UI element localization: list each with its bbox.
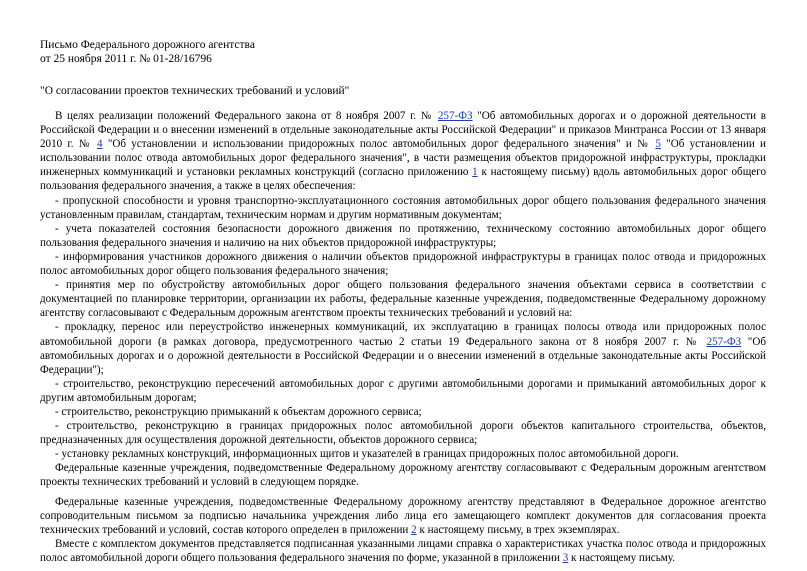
letter-body [40,109,766,565]
item-informing: - информирования участников дорожного движения о наличии объектов придорожной инфраструктуры в границах полос отвода и придорожных полос автомобильных дорог общего пользования федерального значения; [40,250,766,278]
appendix-1-link[interactable]: 1 [472,166,478,179]
item-capacity: - пропускной способности и уровня транспортно-эксплуатационного состояния автомобильных дорог общего пользования федерального значения установленным правилам, стандартам, техническим нормам и другим нормативным документам; [40,194,766,221]
intro-text-5: к настоящему письму) вдоль автомобильных дорог общего пользования федерального значения, а также в целях обеспечения: [40,166,766,193]
agreement-paragraph: Федеральные казенные учреждения, подведомственные Федеральному дорожному агентству согласовывают с Федеральным дорожным агентством проекты технических требований и условий в следующем порядке. [40,462,766,489]
letter-date-number: от 25 ноября 2011 г. № 01-28/16796 [40,53,212,65]
item-capital: - строительство, реконструкцию в границах придорожных полос автомобильной дороги объектов капитального строительства, объектов, предназначенных для осуществления дорожной деятельности, объектов дорожного сервиса; [40,420,766,447]
item-safety: - учета показателей состояния безопасности дорожного движения по протяжению, техническому состоянию автомобильных дорог общего пользования федерального значения и наличию на них объектов придорожной инфраструктуры; [40,222,766,249]
intro-paragraph [40,109,766,194]
submit-text-1: Федеральные казенные учреждения, подведомственные Федеральному дорожному агентству представляют в Федеральное дорожное агентство сопроводительным письмом за подписью начальника учреждения либо лица его замещающего комплект документов для согласования проекта технических требований и условий, состав которого определен в приложении [40,495,766,536]
letter-title [40,38,766,66]
law-257fz-link-2[interactable]: 257-ФЗ [706,335,742,348]
intro-text-4: "Об установлении и использовании полос отвода автомобильных дорог федерального значения", в части размещения объектов придорожной инфраструктуры, прокладки инженерных коммуникаций и установки рекламных конструкций (согласно приложению [40,138,766,179]
intro-text-2: "Об автомобильных дорогах и о дорожной деятельности в Российской Федерации и о внесении изменений в отдельные законодательные акты Российской Федерации" и приказов Минтранса России от 13 января 2010 г. № [40,110,766,151]
together-text-1: Вместе с комплектом документов представляется подписанная указанными лицами справка о характеристиках участка полос отвода и придорожных полос автомобильной дороги общего пользования федерального значения по форме, указанной в приложении [40,537,766,564]
law-257fz-link[interactable]: 257-ФЗ [437,110,473,122]
item-junctions: - строительство, реконструкцию примыканий к объектам дорожного сервиса; [55,405,422,418]
order-4-link[interactable]: 4 [97,138,103,151]
item-measures: - принятия мер по обустройству автомобильных дорог общего пользования федерального значения объектами сервиса в соответствии с документацией по планировке территории, организации их работы, федеральные казенные учреждения, подведомственные Федеральному дорожному агентству согласовывают с Федеральным дорожным агентством проекты технических требований и условий на: [40,279,766,320]
appendix-2-link[interactable]: 2 [411,523,417,536]
submit-text-2: к настоящему письму, в трех экземплярах. [416,523,620,536]
laying-text-2: "Об автомобильных дорогах и о дорожной деятельности в Российской Федерации и о внесении изменений в отдельные законодательные акты Российской Федерации"); [40,335,766,376]
letter-subject: "О согласовании проектов технических требований и условий" [40,85,350,97]
together-text-2: к настоящему письму. [568,551,676,564]
item-laying [40,320,766,376]
item-intersections: - строительство, реконструкцию пересечений автомобильных дорог с другими автомобильными дорогами и примыканий автомобильных дорог к другим автомобильным дорогам; [40,377,766,404]
letter-authority: Письмо Федерального дорожного агентства [40,39,255,51]
letter-document [40,38,766,565]
order-5-link[interactable]: 5 [655,138,661,151]
intro-text-1: В целях реализации положений Федерального закона от 8 ноября 2007 г. № [55,110,438,122]
item-advertising: - установку рекламных конструкций, информационных щитов и указателей в границах придорожных полос автомобильной дороги. [55,448,679,461]
submit-paragraph [40,495,766,537]
intro-text-3: "Об установлении и использовании придорожных полос автомобильных дорог федерального значения" и № [102,138,656,151]
appendix-3-link[interactable]: 3 [562,551,569,564]
laying-text-1: - прокладку, перенос или переустройство инженерных коммуникаций, их эксплуатацию в границах полосы отвода или придорожных полос автомобильной дороги (в рамках договора, предусмотренного частью 2 статьи 19 Федерального закона от 8 ноября 2007 г. № [40,321,766,348]
together-paragraph [40,537,766,565]
